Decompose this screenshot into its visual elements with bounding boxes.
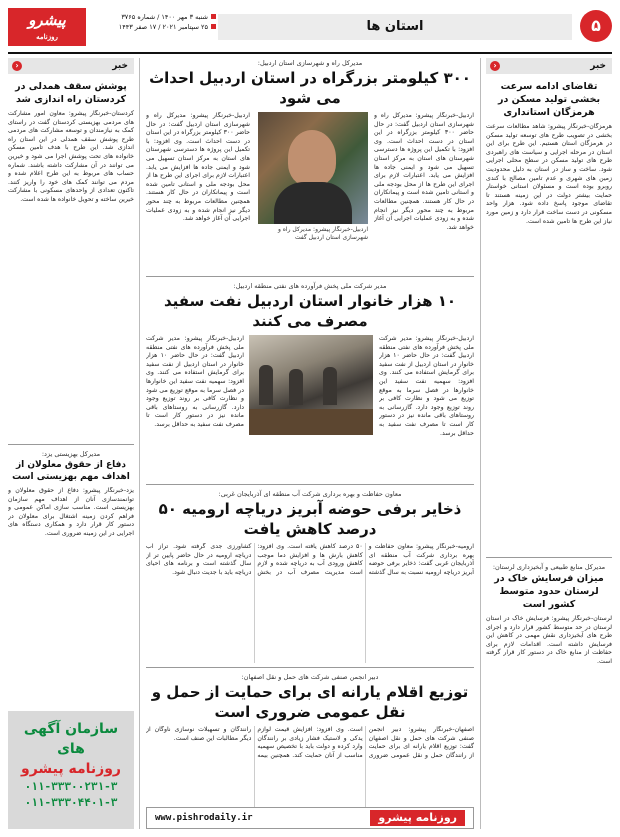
bullet-icon <box>211 14 216 19</box>
person-shape <box>259 365 273 405</box>
article-body: اردبیل-خبرنگار پیشرو: مدیرکل راه و شهرسازی استان اردبیل گفت: در حال حاضر ۳۰۰ کیلومتر بزرگراه در این استان در دست احداث است. وی افزود: با تکمیل این پروژه ها دسترسی شهرستان های استان به مرکز استان تسهیل می شود و ایمنی جاده ها افزایش می یابد. اعتبارات لازم برای اجرای این طرح ها از محل بودجه ملی و استانی تامین شده است و پیمانکاران در حال کار هستند. همچنین مطالعات مربوط به چند محور دیگر نیز انجام شده و به زودی عملیات اجرایی آن آغاز خواهد شد. <box>374 112 474 231</box>
article-headline[interactable]: میزان فرسایش خاک در لرستان حدود متوسط کشور است <box>494 573 604 610</box>
arrow-left-icon: ‹ <box>12 61 22 71</box>
table-shape <box>249 409 373 435</box>
ad-phone: ۰۱۱-۳۳۳۰۰۲۳۱-۳ <box>24 780 118 793</box>
article-kicker: معاون حفاظت و بهره برداری شرکت آب منطقه ای آذربایجان غربی: <box>218 490 402 498</box>
article-kicker: مدیر شرکت ملی پخش فرآورده های نفتی منطقه اردبیل: <box>233 282 387 290</box>
article-kicker: مدیرکل منابع طبیعی و آبخیزداری لرستان: <box>492 563 606 571</box>
header-divider <box>8 52 612 54</box>
ad-box[interactable] <box>8 711 134 829</box>
footer-brand <box>146 807 474 829</box>
divider <box>146 484 474 485</box>
article-kicker: مدیرکل راه و شهرسازی استان اردبیل: <box>257 59 363 67</box>
newspaper-logo[interactable] <box>8 8 86 46</box>
divider <box>8 444 134 445</box>
article-body: کردستان-خبرنگار پیشرو: معاون امور مشارکت های مردمی بهزیستی کردستان گفت در راستای کمک به نیازمندان و توسعه مشارکت های مردمی طرح پوشش سقف همدلی در این استان راه اندازی شد. این طرح با هدف تامین مسکن خانواده های تحت پوشش اجرا می شود و خیرین می توانند در آن مشارکت داشته باشند. شماره حساب های مربوط به این طرح اعلام شده و مردم می توانند کمک های خود را واریز کنند. تاکنون تعدادی از واحدهای مسکونی با مشارکت خیرین ساخته و تحویل خانواده ها شده است. <box>8 110 134 203</box>
main-column <box>146 58 474 829</box>
right-column <box>480 58 612 829</box>
issue-date-persian: شنبه ۳ مهر ۱۴۰۰ / شماره ۳۷۶۵ <box>121 13 208 21</box>
section-title: استان ها <box>218 14 572 40</box>
article-body: اصفهان-خبرنگار پیشرو: دبیر انجمن صنفی شرکت های حمل و نقل اصفهان گفت: توزیع اقلام یارانه ای برای حمایت از رانندگان حمل و نقل عمومی ضروری است. وی افزود: افزایش قیمت لوازم یدکی و لاستیک فشار زیادی بر رانندگان وارد کرده و دولت باید با تخصیص سهمیه مناسب از آنان حمایت کند. همچنین بیمه رانندگان و تسهیلات نوسازی ناوگان از دیگر مطالبات این صنف است. <box>146 726 474 759</box>
article-kicker: دبیر انجمن صنفی شرکت های حمل و نقل اصفهان: <box>241 673 379 681</box>
article-body: لرستان-خبرنگار پیشرو: فرسایش خاک در استان لرستان در حد متوسط کشور قرار دارد و اجرای طرح های آبخیزداری نقش مهمی در کاهش این فرسایش داشته است. اقدامات لازم برای حفاظت از منابع خاک در دستور کار قرار گرفته است. <box>486 615 612 665</box>
article-body: ارومیه-خبرنگار پیشرو: معاون حفاظت و بهره برداری شرکت آب منطقه ای آذربایجان غربی گفت: ذخایر برفی حوضه آبریز دریاچه ارومیه نسبت به سال گذشته ۵۰ درصد کاهش یافته است. وی افزود: کاهش بارش ها و افزایش دما موجب کاهش ورودی آب به دریاچه شده و لازم است مدیریت مصرف آب در بخش کشاورزی جدی گرفته شود. تراز آب دریاچه ارومیه در حال حاضر پایین تر از سال گذشته است و برنامه های احیای دریاچه باید با جدیت دنبال شود. <box>146 543 474 576</box>
arrow-left-icon: ‹ <box>490 61 500 71</box>
photo-caption: اردبیل-خبرنگار پیشرو: مدیرکل راه و شهرسازی استان اردبیل گفت <box>277 226 368 241</box>
article-body: اردبیل-خبرنگار پیشرو: مدیر شرکت ملی پخش فرآورده های نفتی منطقه اردبیل گفت: در حال حاضر ۱۰ هزار خانوار در استان اردبیل از نفت سفید برای گرمایش استفاده می کنند. وی افزود: سهمیه نفت سفید این خانوارها در فصل سرما به موقع توزیع می شود و نظارت کافی بر روند توزیع وجود دارد. گازرسانی به روستاهای باقی مانده نیز در دستور کار است تا مصرف نفت سفید به حداقل برسد. <box>146 335 244 428</box>
website-link[interactable]: www.pishrodaily.ir <box>155 813 253 823</box>
article-headline[interactable]: ذخایر برفی حوضه آبریز دریاچه ارومیه ۵۰ درصد کاهش یافت <box>158 500 462 538</box>
face-shape <box>288 130 336 186</box>
article <box>146 335 474 480</box>
person-shape <box>323 367 337 405</box>
suit-shape <box>274 182 352 224</box>
article-headline[interactable]: پوشش سقف همدلی در کردستان راه اندازی شد <box>15 81 127 105</box>
divider <box>146 667 474 668</box>
meeting-photo[interactable] <box>249 335 373 435</box>
lead-headline[interactable]: ۳۰۰ کیلومتر بزرگراه در استان اردبیل احداث می شود <box>149 69 471 107</box>
article-headline[interactable]: دفاع از حقوق معلولان از اهداف مهم بهزیستی است <box>12 460 130 482</box>
article-body: یزد-خبرنگار پیشرو: دفاع از حقوق معلولان و توانمندسازی آنان از اهداف مهم سازمان بهزیستی است. مناسب سازی اماکن عمومی و فراهم کردن زمینه اشتغال برای معلولان در دستور کار قرار دارد و همکاری دستگاه های اجرایی در این زمینه ضروری است. <box>8 487 134 537</box>
news-bar-label: خبر <box>112 61 128 71</box>
bullet-icon <box>211 24 216 29</box>
news-bar-label: خبر <box>590 61 606 71</box>
page-number: ۵ <box>580 10 612 42</box>
article-headline[interactable]: تقاضای ادامه سرعت بخشی تولید مسکن در هرمزگان استانداری <box>497 81 601 118</box>
ad-phone: ۰۱۱-۳۳۳۰۴۴۰۱-۳ <box>24 796 118 809</box>
divider <box>486 557 612 558</box>
news-bar <box>8 58 134 74</box>
ad-line: سازمان آگهی های <box>23 721 119 757</box>
page-header <box>8 6 612 54</box>
ad-line: روزنامه پیشرو <box>21 761 121 777</box>
portrait-photo[interactable] <box>258 112 368 224</box>
news-bar <box>486 58 612 74</box>
divider <box>146 276 474 277</box>
lead-article <box>146 112 474 272</box>
logo-text: پیشرو <box>28 11 66 29</box>
left-column <box>8 58 140 829</box>
issue-meta <box>88 12 216 32</box>
footer-newspaper-name: روزنامه پیشرو <box>370 810 465 826</box>
article-headline[interactable]: ۱۰ هزار خانوار استان اردبیل نفت سفید مصرف می کنند <box>163 292 457 330</box>
article-body: اردبیل-خبرنگار پیشرو: مدیرکل راه و شهرسازی استان اردبیل گفت: در حال حاضر ۳۰۰ کیلومتر بزرگراه در این استان در دست احداث است. وی افزود: با تکمیل این پروژه ها دسترسی شهرستان های استان به مرکز استان تسهیل می شود و ایمنی جاده ها افزایش می یابد. اعتبارات لازم برای اجرای این طرح ها از محل بودجه ملی و استانی تامین شده است و پیمانکاران در حال کار هستند. همچنین مطالعات مربوط به چند محور دیگر نیز انجام شده و به زودی عملیات اجرایی آن آغاز خواهد شد. <box>146 112 250 223</box>
issue-date-gregorian: ۲۵ سپتامبر ۲۰۲۱ / ۱۷ صفر ۱۴۴۳ <box>118 23 208 31</box>
article-body: هرمزگان-خبرنگار پیشرو: شاهد مطالعات سرعت بخشی در تصویب طرح های توسعه تولید مسکن در هرمزگان استان هستیم. این طرح برای این استان در مرحله اجرایی و سیاست های راهبردی طرح های تولید مسکن در سطح محلی اجرایی شود. ساخت و ساز در استان به دلیل محدودیت زمین های شهری و عدم تامین مصالح با کندی روبرو بوده است و مسئولان استانی خواستار حمایت بیشتر دولت در این زمینه هستند تا تقاضای موجود پاسخ داده شود. هزار واحد مسکونی در دست ساخت قرار دارد و زمین مورد نیاز این طرح ها تامین شده است. <box>486 123 612 225</box>
article-kicker: مدیرکل بهزیستی یزد: <box>41 450 101 458</box>
logo-subtext: روزنامه <box>36 32 58 41</box>
article-headline[interactable]: توزیع اقلام یارانه ای برای حمایت از حمل و نقل عمومی ضروری است <box>151 683 469 721</box>
article-body: اردبیل-خبرنگار پیشرو: مدیر شرکت ملی پخش فرآورده های نفتی منطقه اردبیل گفت: در حال حاضر ۱۰ هزار خانوار در استان اردبیل از نفت سفید برای گرمایش استفاده می کنند. وی افزود: سهمیه نفت سفید این خانوارها در فصل سرما به موقع توزیع می شود و نظارت کافی بر روند توزیع وجود دارد. گازرسانی به روستاهای باقی مانده نیز در دستور کار است تا مصرف نفت سفید به حداقل برسد. <box>379 335 474 437</box>
person-shape <box>289 369 303 405</box>
